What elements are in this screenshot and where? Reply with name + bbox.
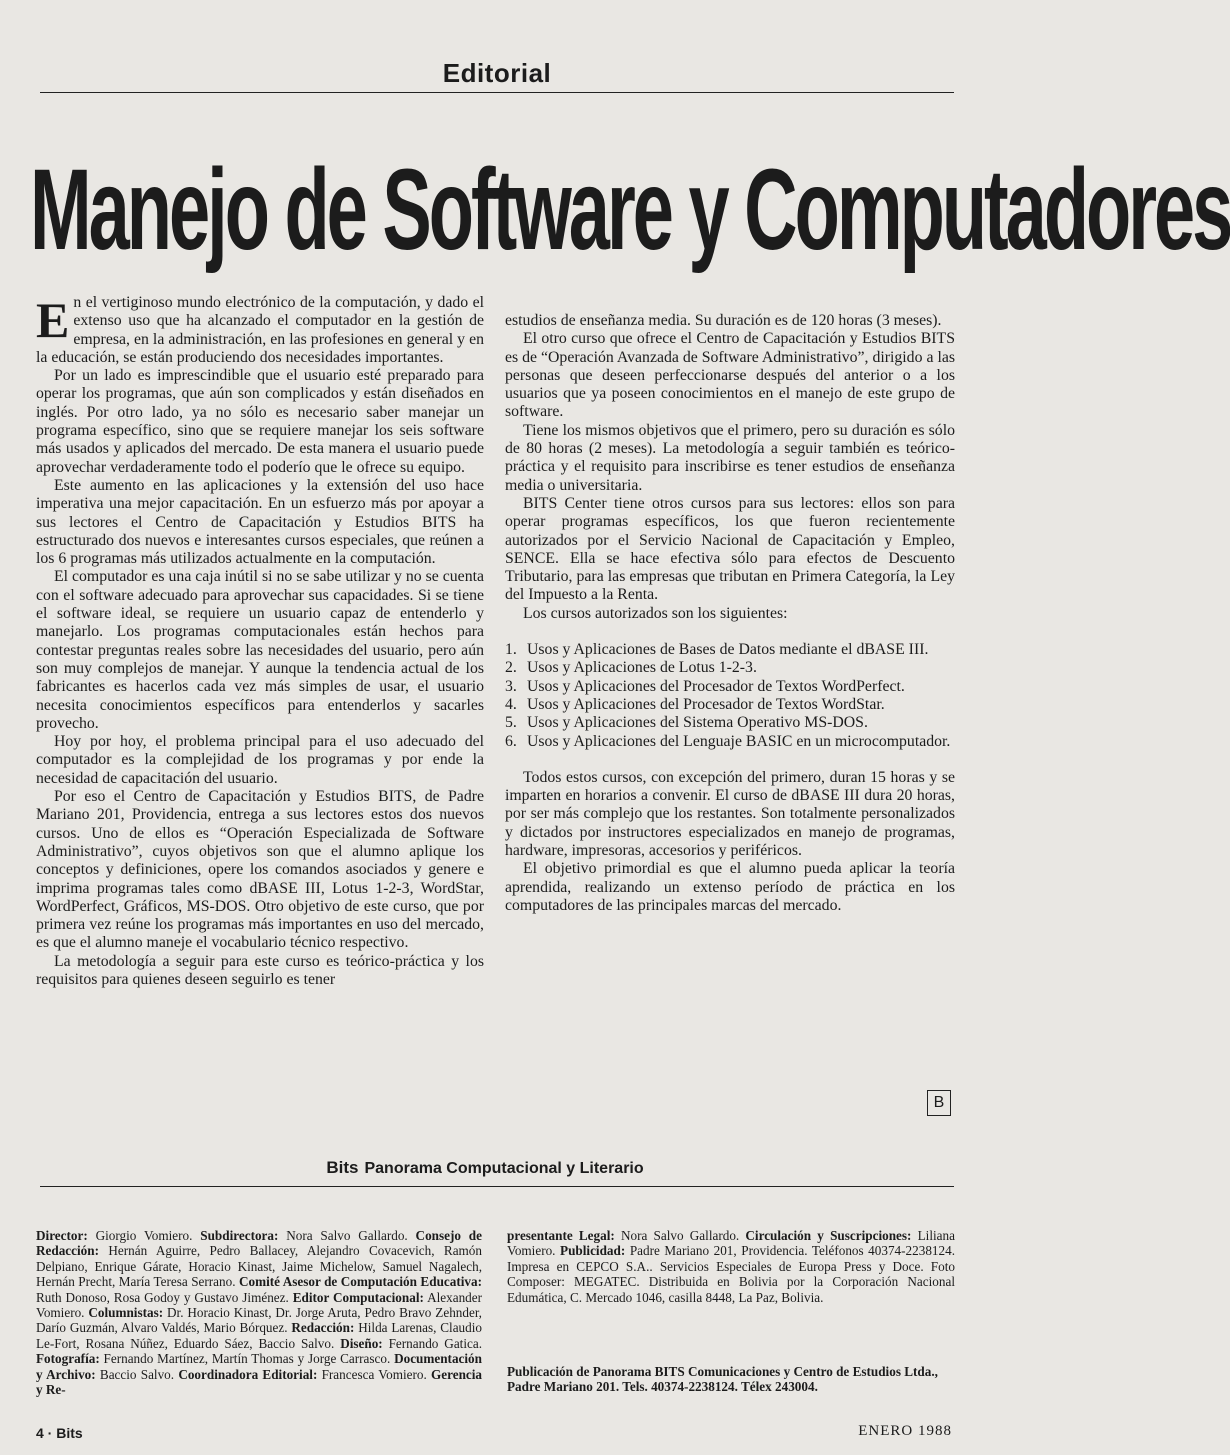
list-item: 1. Usos y Aplicaciones de Bases de Datos mediante el dBASE III.: [505, 641, 929, 659]
paragraph: estudios de enseñanza media. Su duración es de 120 horas (3 meses).: [505, 312, 942, 329]
paragraph: Por eso el Centro de Capacitación y Estudios BITS, de Padre Mariano 201, Providencia, entrega a sus lectores estos dos nuevos cursos. Uno de ellos es “Operación Especializada de Software Administrativo”, cuyos objetivos son que el alumno aplique los conceptos y definiciones, opere los comandos asociados y genere e imprima programas tales como dBASE III, Lotus 1-2-3, WordStar, WordPerfect, Gráficos, MS-DOS. Otro objetivo de este curso, que por primera vez reúne los programas más importantes en uso del mercado, es que el alumno maneje el vocabulario técnico respectivo.: [36, 788, 484, 952]
paragraph: El computador es una caja inútil si no se sabe utilizar y no se cuenta con el software adecuado para aprovechar sus capacidades. Si se tiene el software ideal, se requiere un usuario capaz de entenderlo y manejarlo. Los programas computacionales están hechos para contestar preguntas reales sobre las necesidades del usuario, pero aún son muy complejos de manejar. Y aunque la tendencia actual de los fabricantes es hacerlos cada vez más simples de usar, el usuario necesita conocimientos específicos para entenderlos y sacarles provecho.: [36, 568, 484, 732]
paragraph: BITS Center tiene otros cursos para sus lectores: ellos son para operar programas específicos, los que fueron recientemente autorizados por el Servicio Nacional de Capacitación y Empleo, SENCE. Ella se hace efectiva sólo para efectos de Descuento Tributario, para las empresas que tributan en Primera Categoría, la Ley del Impuesto a la Renta.: [505, 494, 955, 604]
article-column-1: [36, 294, 484, 989]
paragraph: La metodología a seguir para este curso es teórico-práctica y los requisitos para quienes deseen seguirlo es tener: [36, 952, 484, 988]
list-item: 3. Usos y Aplicaciones del Procesador de Textos WordPerfect.: [505, 677, 905, 695]
list-item: 4. Usos y Aplicaciones del Procesador de Textos WordStar.: [505, 695, 885, 713]
article-column-2: [505, 312, 955, 915]
section-rule: [40, 92, 954, 93]
headline-block: [30, 144, 1230, 290]
drop-cap: E: [36, 292, 70, 348]
masthead-rule: [40, 1186, 954, 1187]
paragraph: Este aumento en las aplicaciones y la extensión del uso hace imperativa una mejor capacitación. En un esfuerzo más por apoyar a sus lectores el Centro de Capacitación y Estudios BITS ha estructurado dos nuevos e interesantes cursos especiales, que reúnen a los 6 programas más utilizados actualmente en la computación.: [36, 476, 484, 568]
page-number: 4 · Bits: [36, 1425, 83, 1441]
masthead-subtitle: Panorama Computacional y Literario: [364, 1160, 644, 1177]
paragraph: Los cursos autorizados son los siguientes:: [523, 604, 788, 622]
issue-date: ENERO 1988: [858, 1423, 952, 1439]
paragraph: El objetivo primordial es que el alumno pueda aplicar la teoría aprendida, realizando un extenso período de práctica en los computadores de las principales marcas del mercado.: [505, 860, 955, 914]
list-item: 5. Usos y Aplicaciones del Sistema Operativo MS-DOS.: [505, 714, 868, 732]
paragraph: Por un lado es imprescindible que el usuario esté preparado para operar los programas, que aún son complicados y están diseñados en inglés. Por otro lado, ya no sólo es necesario saber manejar un programa específico, sino que se requiere manejar los seis software más usados y aplicados del mercado. De esta manera el usuario puede aprovechar verdaderamente todo el poderío que le ofrece su equipo.: [36, 367, 484, 476]
publisher-note: Publicación de Panorama BITS Comunicaciones y Centro de Estudios Ltda., Padre Mariano 201. Tels. 40374-2238124. Télex 243004.: [507, 1364, 938, 1395]
lead-paragraph: En el vertiginoso mundo electrónico de la computación, y dado el extenso uso que ha alcanzado el computador en la gestión de empresa, en la administración, en las profesiones en general y en la educación, se están produciendo dos necesidades importantes.: [36, 292, 484, 366]
paragraph: Hoy por hoy, el problema principal para el uso adecuado del computador es la complejidad de los programas y por ende la necesidad de capacitación del usuario.: [36, 733, 484, 787]
section-header: [40, 58, 954, 89]
list-item: 2. Usos y Aplicaciones de Lotus 1-2-3.: [505, 659, 757, 677]
section-title: Editorial: [442, 58, 552, 88]
paragraph: Todos estos cursos, con excepción del primero, duran 15 horas y se imparten en horarios a convenir. El curso de dBASE III dura 20 horas, por ser más complejo que los restantes. Son totalmente personalizados y dictados por instructores especializados en manejo de programas, hardware, impresoras, accesorios y periféricos.: [505, 768, 955, 860]
list-item: 6. Usos y Aplicaciones del Lenguaje BASIC en un microcomputador.: [505, 732, 951, 750]
paragraph: Tiene los mismos objetivos que el primero, pero su duración es sólo de 80 horas (2 meses). La metodología a seguir también es teórico-práctica y el requisito para inscribirse es tener estudios de enseñanza media o universitaria.: [505, 421, 955, 494]
credits-column-1: Director: Giorgio Vomiero. Subdirectora: Nora Salvo Gallardo. Consejo de Redacción: Hernán Aguirre, Pedro Ballacey, Alejandro Covacevich, Ramón Delpiano, Enrique Gárate, Horacio Kinast, Jaime Michelow, Samuel Nagalech, Hernán Precht, María Teresa Serrano. Comité Asesor de Computación Educativa: Ruth Donoso, Rosa Godoy y Gustavo Jiménez. Editor Computacional: Alexander Vomiero. Columnistas: Dr. Horacio Kinast, Dr. Jorge Aruta, Pedro Bravo Zehnder, Darío Guzmán, Alvaro Valdés, Mario Bórquez. Redacción: Hilda Larenas, Claudio Le-Fort, Rosana Núñez, Eduardo Sáez, Baccio Salvo. Diseño: Fernando Gatica. Fotografía: Fernando Martínez, Martín Thomas y Jorge Carrasco. Documentación y Archivo: Baccio Salvo. Coordinadora Editorial: Francesca Vomiero. Gerencia y Re-: [36, 1228, 483, 1398]
course-list: [505, 641, 955, 751]
end-mark: B: [927, 1090, 951, 1116]
masthead-title: [0, 1158, 970, 1178]
credits-column-2: presentante Legal: Nora Salvo Gallardo. Circulación y Suscripciones: Liliana Vomiero. Publicidad: Padre Mariano 201, Providencia. Teléfonos 40374-2238124. Impresa en CEPCO S.A.. Servicios Especiales de Europa Press y Doce. Foto Composer: MEGATEC. Distribuida en Bolivia por la Corporación Nacional Edumática, C. Mercado 1046, casilla 8448, La Paz, Bolivia.: [507, 1228, 955, 1305]
paragraph: El otro curso que ofrece el Centro de Capacitación y Estudios BITS es de “Operación Avanzada de Software Administrativo”, dirigido a las personas que deseen perfeccionarse después del anterior o a los usuarios que ya poseen conocimientos en el manejo de este grupo de software.: [505, 330, 955, 421]
headline: Manejo de Software y Computadores: [30, 144, 1230, 274]
masthead-brand: Bits: [326, 1158, 359, 1177]
